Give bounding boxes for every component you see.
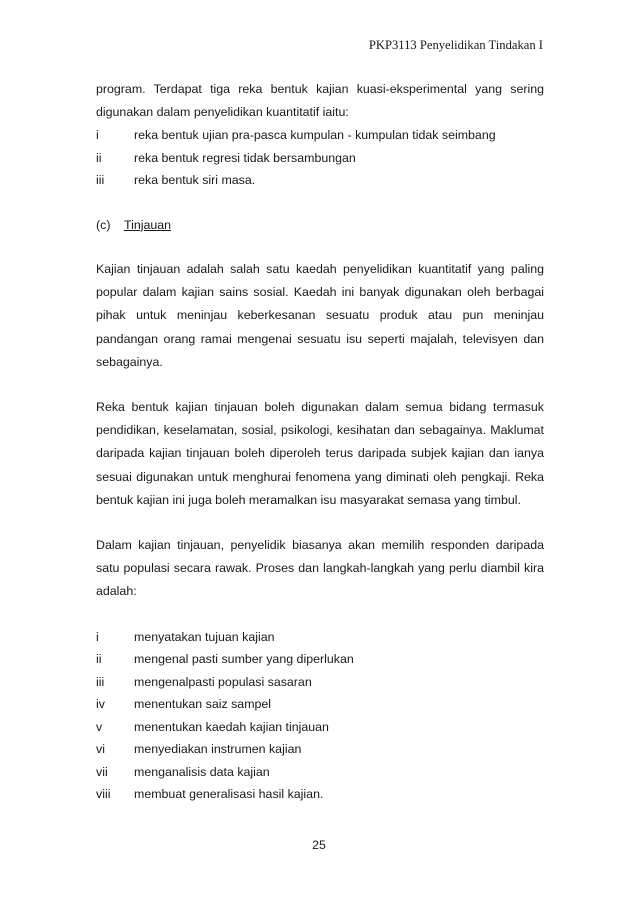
steps-list [96,626,544,806]
list-item-number: v [96,719,103,734]
list-item-text: menganalisis data kajian [134,764,270,779]
section-title: Tinjauan [124,217,172,232]
list-item-text: reka bentuk siri masa. [134,173,256,188]
paragraph-2: Reka bentuk kajian tinjauan boleh digunakan dalam semua bidang termasuk pendidikan, keselamatan, sosial, psikologi, kesihatan dan sebagainya. Maklumat daripada kajian tinjauan boleh diperoleh terus daripada subjek kajian dan ianya sesuai digunakan untuk menghurai fenomena yang diminati oleh pengkaji. Reka bentuk kajian ini juga boleh meramalkan isu masyarakat semasa yang timbul. [96,399,544,507]
list-item-text: mengenal pasti sumber yang diperlukan [134,652,354,667]
list-item [96,761,544,784]
list-item [96,626,544,649]
list-item-text: reka bentuk regresi tidak bersambungan [134,150,356,165]
list-item-number: vii [96,764,108,779]
paragraph-3: Dalam kajian tinjauan, penyelidik biasanya akan memilih responden daripada satu populasi secara rawak. Proses dan langkah-langkah yang perlu diambil kira adalah: [96,537,544,599]
list-item-number: vi [96,742,105,757]
intro-paragraph: program. Terdapat tiga reka bentuk kajian kuasi-eksperimental yang sering digunakan dalam penyelidikan kuantitatif iaitu: [96,82,544,120]
section-heading [96,214,544,236]
list-item-number: ii [96,150,102,165]
list-item-text: membuat generalisasi hasil kajian. [134,787,324,802]
list-item-text: menentukan saiz sampel [134,697,272,712]
list-item [96,716,544,739]
list-item-text: reka bentuk ujian pra-pasca kumpulan - kumpulan tidak seimbang [134,128,496,143]
list-item [96,147,544,170]
list-item-text: menyediakan instrumen kajian [134,742,302,757]
list-item [96,169,544,192]
list-item-number: ii [96,652,102,667]
list-item [96,648,544,671]
list-item-number: iii [96,173,105,188]
list-item [96,671,544,694]
list-item-number: iii [96,674,105,689]
list-item-number: viii [96,787,111,802]
paragraph-1: Kajian tinjauan adalah salah satu kaedah penyelidikan kuantitatif yang paling popular dalam kajian sains sosial. Kaedah ini banyak digunakan oleh berbagai pihak untuk meninjau keberkesanan sesuatu produk atau pun meninjau pandangan orang ramai mengenai sesuatu isu seperti majalah, televisyen dan sebagainya. [96,261,544,369]
list-item [96,693,544,716]
list-item-number: i [96,128,99,143]
list-item-number: iv [96,697,105,712]
list-item [96,783,544,806]
list-item [96,124,544,147]
page-number: 25 [312,838,326,852]
list-item-number: i [96,629,99,644]
list-item-text: menyatakan tujuan kajian [134,629,275,644]
design-list [96,124,544,192]
running-header: PKP3113 Penyelidikan Tindakan I [368,38,543,52]
section-number: (c) [96,217,111,232]
list-item [96,738,544,761]
page-body [96,78,544,806]
list-item-text: menentukan kaedah kajian tinjauan [134,719,329,734]
list-item-text: mengenalpasti populasi sasaran [134,674,312,689]
